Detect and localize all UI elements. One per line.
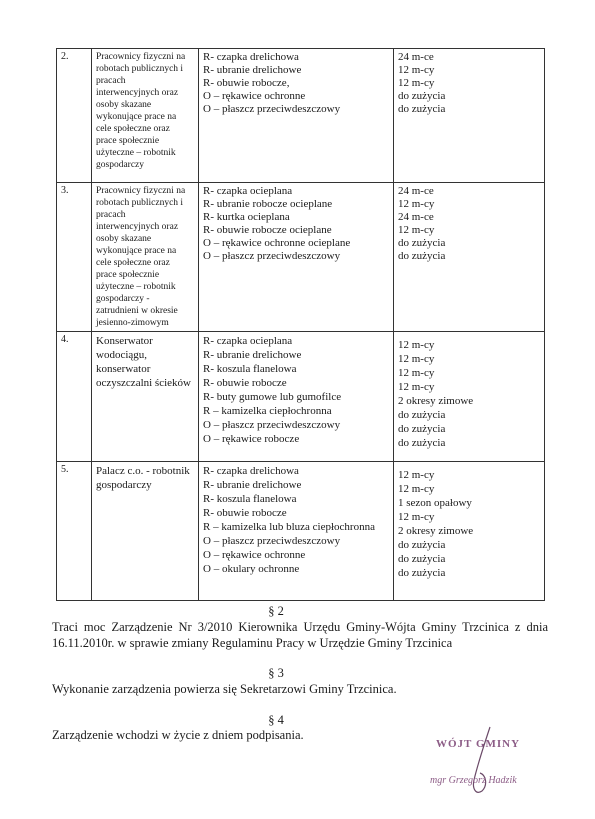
clothing-items bbox=[199, 332, 394, 462]
worker-category-line: oczyszczalni ścieków bbox=[96, 377, 191, 389]
clothing-items-line: R- buty gumowe lub gumofilce bbox=[203, 391, 342, 403]
usage-periods-line: 1 sezon opałowy bbox=[398, 497, 472, 509]
usage-periods-line: 12 m-cy bbox=[398, 381, 435, 393]
row-number: 3. bbox=[57, 183, 92, 332]
table-row bbox=[57, 183, 545, 332]
worker-category-line: osoby skazane bbox=[96, 100, 152, 110]
worker-category-line: zatrudnieni w okresie bbox=[96, 306, 178, 316]
clothing-items bbox=[199, 49, 394, 183]
usage-periods-line: 12 m-cy bbox=[398, 64, 435, 76]
section-2-heading: § 2 bbox=[268, 604, 284, 618]
usage-periods bbox=[394, 462, 545, 601]
worker-category-line: interwencyjnych oraz bbox=[96, 222, 179, 232]
usage-periods-line: do zużycia bbox=[398, 553, 446, 565]
table-row bbox=[57, 332, 545, 462]
signature-stroke bbox=[460, 725, 510, 800]
worker-category-line: cele społeczne oraz bbox=[96, 258, 170, 268]
usage-periods-line: 12 m-cy bbox=[398, 353, 435, 365]
worker-category-line: pracach bbox=[96, 76, 126, 86]
clothing-items-line: R- obuwie robocze bbox=[203, 377, 287, 389]
worker-category-line: Pracownicy fizyczni na bbox=[96, 186, 186, 196]
clothing-items-line: O – rękawice ochronne ocieplane bbox=[203, 237, 351, 249]
clothing-items-line: O – płaszcz przeciwdeszczowy bbox=[203, 535, 341, 547]
usage-periods-line: 24 m-ce bbox=[398, 185, 434, 197]
clothing-items-line: O – okulary ochronne bbox=[203, 563, 300, 575]
usage-periods-line: 24 m-ce bbox=[398, 211, 434, 223]
clothing-items-line: R- obuwie robocze, bbox=[203, 77, 290, 89]
worker-category-line: konserwator bbox=[96, 363, 151, 375]
worker-category-line: wodociągu, bbox=[96, 349, 148, 361]
worker-category-line: Pracownicy fizyczni na bbox=[96, 52, 186, 62]
clothing-items bbox=[199, 462, 394, 601]
clothing-items-line: R- koszula flanelowa bbox=[203, 363, 297, 375]
clothing-items-line: O – rękawice robocze bbox=[203, 433, 300, 445]
usage-periods-line: 12 m-cy bbox=[398, 367, 435, 379]
clothing-items-line: R- czapka ocieplana bbox=[203, 185, 293, 197]
clothing-items-line: R- ubranie drelichowe bbox=[203, 479, 302, 491]
worker-category-line: prace społecznie bbox=[96, 270, 160, 280]
worker-category bbox=[92, 332, 199, 462]
clothing-items-line: O – rękawice ochronne bbox=[203, 90, 306, 102]
clothing-items-line: R- czapka ocieplana bbox=[203, 335, 293, 347]
usage-periods-line: do zużycia bbox=[398, 237, 446, 249]
worker-category-line: cele społeczne oraz bbox=[96, 124, 170, 134]
clothing-items-line: O – rękawice ochronne bbox=[203, 549, 306, 561]
clothing-items-line: O – płaszcz przeciwdeszczowy bbox=[203, 103, 341, 115]
usage-periods-line: do zużycia bbox=[398, 423, 446, 435]
section-4-text: Zarządzenie wchodzi w życie z dniem podpisania. bbox=[52, 728, 304, 742]
worker-category-line: Konserwator bbox=[96, 335, 153, 347]
usage-periods-line: do zużycia bbox=[398, 90, 446, 102]
usage-periods-line: do zużycia bbox=[398, 103, 446, 115]
worker-category-line: gospodarczy - bbox=[96, 294, 150, 304]
usage-periods-line: 12 m-cy bbox=[398, 198, 435, 210]
worker-category bbox=[92, 462, 199, 601]
usage-periods-line: 12 m-cy bbox=[398, 339, 435, 351]
section-4-heading: § 4 bbox=[268, 713, 284, 727]
usage-periods-line: 12 m-cy bbox=[398, 511, 435, 523]
worker-category-line: robotach publicznych i bbox=[96, 64, 184, 74]
clothing-items-line: R- czapka drelichowa bbox=[203, 51, 299, 63]
clothing-items-line: R- ubranie drelichowe bbox=[203, 64, 302, 76]
clothing-items-line: R- koszula flanelowa bbox=[203, 493, 297, 505]
worker-category-line: gospodarczy bbox=[96, 479, 152, 491]
worker-category-line: osoby skazane bbox=[96, 234, 152, 244]
stamp-name: mgr Grzegorz Hadzik bbox=[430, 775, 517, 786]
worker-category bbox=[92, 183, 199, 332]
protective-clothing-table bbox=[56, 48, 545, 601]
clothing-items-line: R- obuwie robocze bbox=[203, 507, 287, 519]
clothing-items-line: R- ubranie drelichowe bbox=[203, 349, 302, 361]
worker-category-line: wykonujące prace na bbox=[96, 112, 177, 122]
clothing-items-line: R – kamizelka ciepłochronna bbox=[203, 405, 332, 417]
section-3-text: Wykonanie zarządzenia powierza się Sekretarzowi Gminy Trzcinica. bbox=[52, 682, 397, 696]
section-3-heading: § 3 bbox=[268, 666, 284, 680]
table-row bbox=[57, 49, 545, 183]
usage-periods-line: do zużycia bbox=[398, 250, 446, 262]
worker-category-line: Palacz c.o. - robotnik bbox=[96, 465, 190, 477]
usage-periods-line: 24 m-ce bbox=[398, 51, 434, 63]
usage-periods bbox=[394, 49, 545, 183]
usage-periods-line: 2 okresy zimowe bbox=[398, 395, 474, 407]
usage-periods-line: 12 m-cy bbox=[398, 77, 435, 89]
clothing-items-line: R – kamizelka lub bluza ciepłochronna bbox=[203, 521, 375, 533]
usage-periods-line: 12 m-cy bbox=[398, 224, 435, 236]
table-row bbox=[57, 462, 545, 601]
row-number: 2. bbox=[57, 49, 92, 183]
worker-category-line: wykonujące prace na bbox=[96, 246, 177, 256]
usage-periods-line: do zużycia bbox=[398, 437, 446, 449]
clothing-items-line: R- kurtka ocieplana bbox=[203, 211, 290, 223]
worker-category-line: użyteczne – robotnik bbox=[96, 148, 176, 158]
clothing-items-line: R- ubranie robocze ocieplane bbox=[203, 198, 333, 210]
clothing-items-line: O – płaszcz przeciwdeszczowy bbox=[203, 419, 341, 431]
usage-periods-line: do zużycia bbox=[398, 409, 446, 421]
clothing-items-line: R- czapka drelichowa bbox=[203, 465, 299, 477]
worker-category-line: interwencyjnych oraz bbox=[96, 88, 179, 98]
worker-category-line: jesienno-zimowym bbox=[96, 318, 169, 328]
row-number: 4. bbox=[57, 332, 92, 462]
section-2-text: Traci moc Zarządzenie Nr 3/2010 Kierownika Urzędu Gminy-Wójta Gminy Trzcinica z dnia 16.11.2010r. w sprawie zmiany Regulaminu Pracy w Urzędzie Gminy Trzcinica bbox=[52, 620, 548, 650]
stamp-title: WÓJT GMINY bbox=[436, 738, 521, 750]
clothing-items-line: O – płaszcz przeciwdeszczowy bbox=[203, 250, 341, 262]
worker-category-line: gospodarczy bbox=[96, 160, 145, 170]
worker-category-line: pracach bbox=[96, 210, 126, 220]
row-number: 5. bbox=[57, 462, 92, 601]
usage-periods-line: 2 okresy zimowe bbox=[398, 525, 474, 537]
usage-periods-line: 12 m-cy bbox=[398, 483, 435, 495]
clothing-items bbox=[199, 183, 394, 332]
clothing-items-line: R- obuwie robocze ocieplane bbox=[203, 224, 332, 236]
worker-category bbox=[92, 49, 199, 183]
usage-periods-line: 12 m-cy bbox=[398, 469, 435, 481]
usage-periods-line: do zużycia bbox=[398, 539, 446, 551]
usage-periods-line: do zużycia bbox=[398, 567, 446, 579]
usage-periods bbox=[394, 183, 545, 332]
worker-category-line: robotach publicznych i bbox=[96, 198, 184, 208]
usage-periods bbox=[394, 332, 545, 462]
worker-category-line: użyteczne – robotnik bbox=[96, 282, 176, 292]
worker-category-line: prace społecznie bbox=[96, 136, 160, 146]
